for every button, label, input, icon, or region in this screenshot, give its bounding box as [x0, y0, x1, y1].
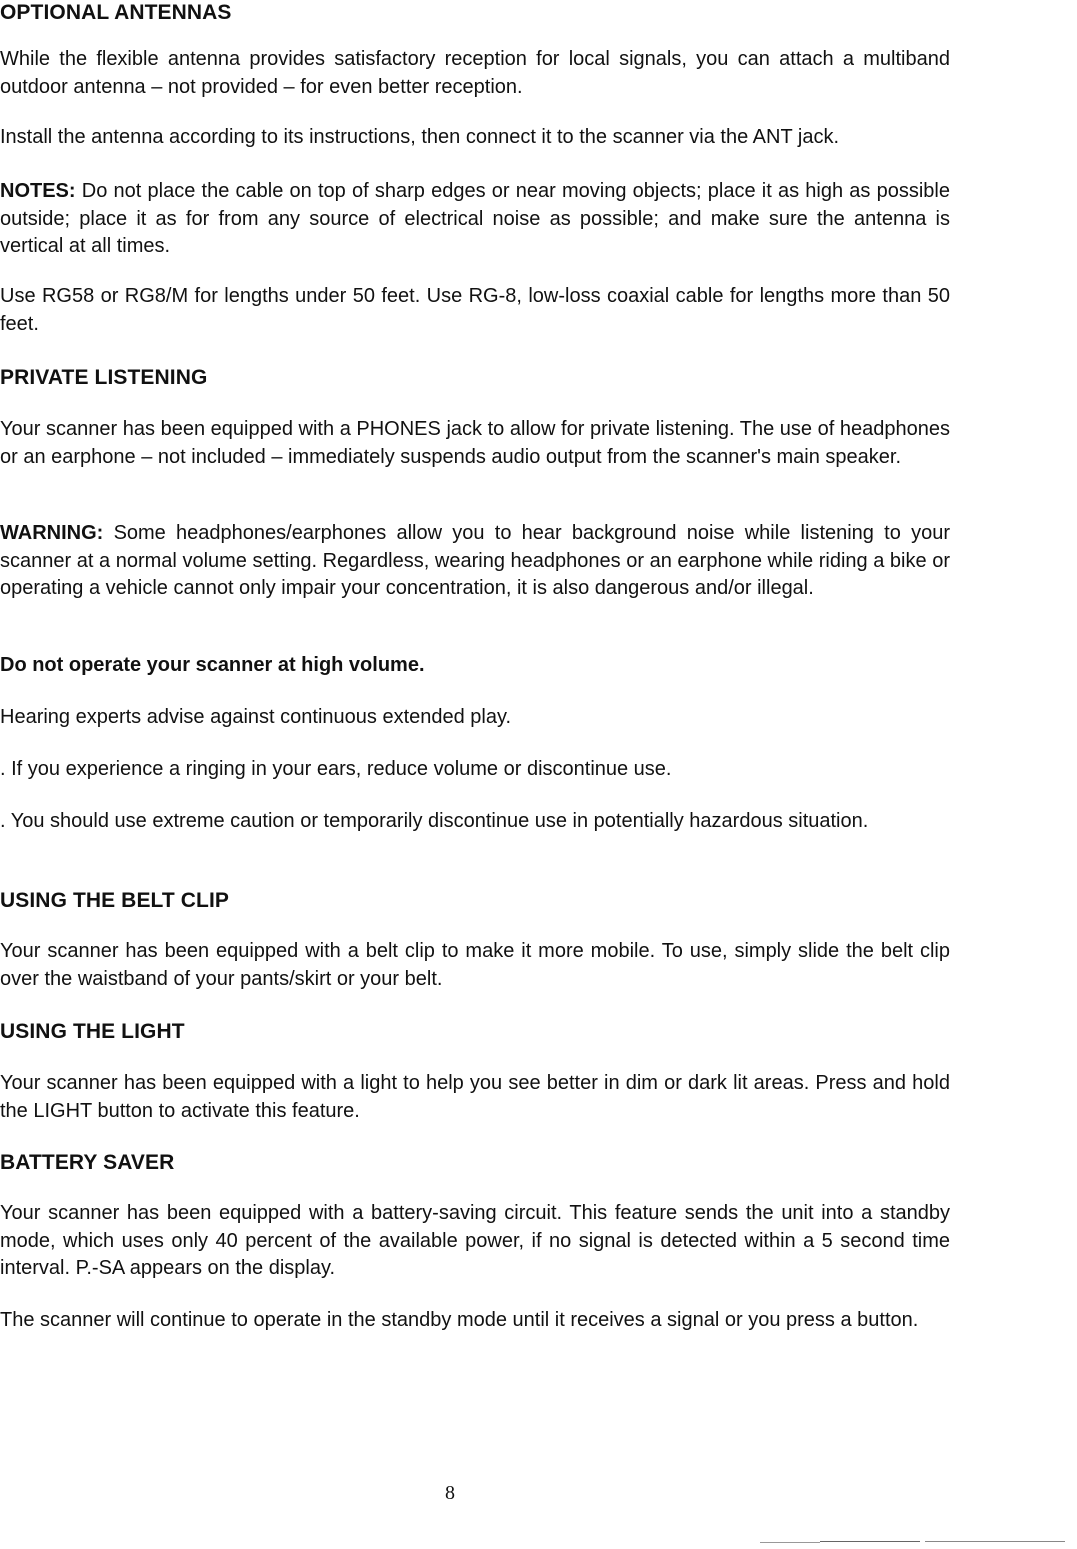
- light-paragraph-1: Your scanner has been equipped with a light to help you see better in dim or dark lit areas. Press and hold the LIGHT button to activate this feature.: [0, 1072, 950, 1122]
- paragraph-block: [0, 938, 950, 993]
- heading-optional-antennas: OPTIONAL ANTENNAS: [0, 1, 232, 24]
- notes-label: NOTES:: [0, 180, 76, 202]
- heading-belt-clip: USING THE BELT CLIP: [0, 889, 230, 912]
- paragraph-block: [0, 520, 950, 603]
- paragraph-block: [0, 1070, 950, 1125]
- scan-artifact-line: [820, 1541, 920, 1542]
- heading-private-listening: PRIVATE LISTENING: [0, 366, 208, 389]
- listening-paragraph-5: . You should use extreme caution or temporarily discontinue use in potentially hazardous situation.: [0, 810, 869, 832]
- paragraph-block: [0, 283, 950, 338]
- paragraph-block: [0, 756, 950, 784]
- section-private-listening: [0, 365, 950, 391]
- warning-label: WARNING:: [0, 522, 104, 544]
- heading-light: USING THE LIGHT: [0, 1020, 185, 1043]
- scan-artifact-line: [925, 1541, 1065, 1542]
- antennas-paragraph-2: Install the antenna according to its instructions, then connect it to the scanner via the ANT jack.: [0, 126, 839, 148]
- paragraph-block: [0, 46, 950, 101]
- section-belt-clip: [0, 888, 950, 914]
- battery-saver-paragraph-1: Your scanner has been equipped with a battery-saving circuit. This feature sends the unit into a standby mode, which uses only 40 percent of the available power, if no signal is detected within a 5 second time interval. P.-SA appears on the display.: [0, 1202, 950, 1279]
- paragraph-block: [0, 704, 950, 732]
- paragraph-block: [0, 178, 950, 261]
- listening-bold-line: Do not operate your scanner at high volume.: [0, 654, 425, 676]
- paragraph-block: [0, 1307, 950, 1335]
- antennas-paragraph-4: Use RG58 or RG8/M for lengths under 50 feet. Use RG-8, low-loss coaxial cable for lengths more than 50 feet.: [0, 285, 950, 335]
- scan-artifact-line: [760, 1542, 820, 1543]
- paragraph-block: [0, 416, 950, 471]
- paragraph-block: [0, 808, 950, 836]
- heading-battery-saver: BATTERY SAVER: [0, 1151, 175, 1174]
- warning-text: Some headphones/earphones allow you to hear background noise while listening to your scanner at a normal volume setting. Regardless, wearing headphones or an earphone while riding a bike or operating a vehicle cannot only impair your concentration, it is also dangerous and/or illegal.: [0, 522, 950, 599]
- antennas-notes-paragraph: [0, 178, 950, 261]
- section-battery-saver: [0, 1150, 950, 1176]
- listening-warning-paragraph: [0, 520, 950, 603]
- battery-saver-paragraph-2: The scanner will continue to operate in the standby mode until it receives a signal or you press a button.: [0, 1309, 919, 1331]
- listening-paragraph-3: Hearing experts advise against continuous extended play.: [0, 706, 512, 728]
- paragraph-block: [0, 124, 950, 152]
- paragraph-block: [0, 1200, 950, 1283]
- listening-paragraph-1: Your scanner has been equipped with a PHONES jack to allow for private listening. The use of headphones or an earphone – not included – immediately suspends audio output from the scanner's main speaker.: [0, 418, 950, 468]
- listening-paragraph-4: . If you experience a ringing in your ears, reduce volume or discontinue use.: [0, 758, 672, 780]
- page-number: 8: [445, 1482, 455, 1504]
- section-optional-antennas: [0, 0, 950, 26]
- paragraph-block: [0, 652, 950, 680]
- belt-clip-paragraph-1: Your scanner has been equipped with a belt clip to make it more mobile. To use, simply slide the belt clip over the waistband of your pants/skirt or your belt.: [0, 940, 950, 990]
- antennas-paragraph-1: While the flexible antenna provides satisfactory reception for local signals, you can attach a multiband outdoor antenna – not provided – for even better reception.: [0, 48, 950, 98]
- section-light: [0, 1019, 950, 1045]
- notes-text: Do not place the cable on top of sharp edges or near moving objects; place it as high as possible outside; place it as for from any source of electrical noise as possible; and make sure the antenna is vertical at all times.: [0, 180, 950, 257]
